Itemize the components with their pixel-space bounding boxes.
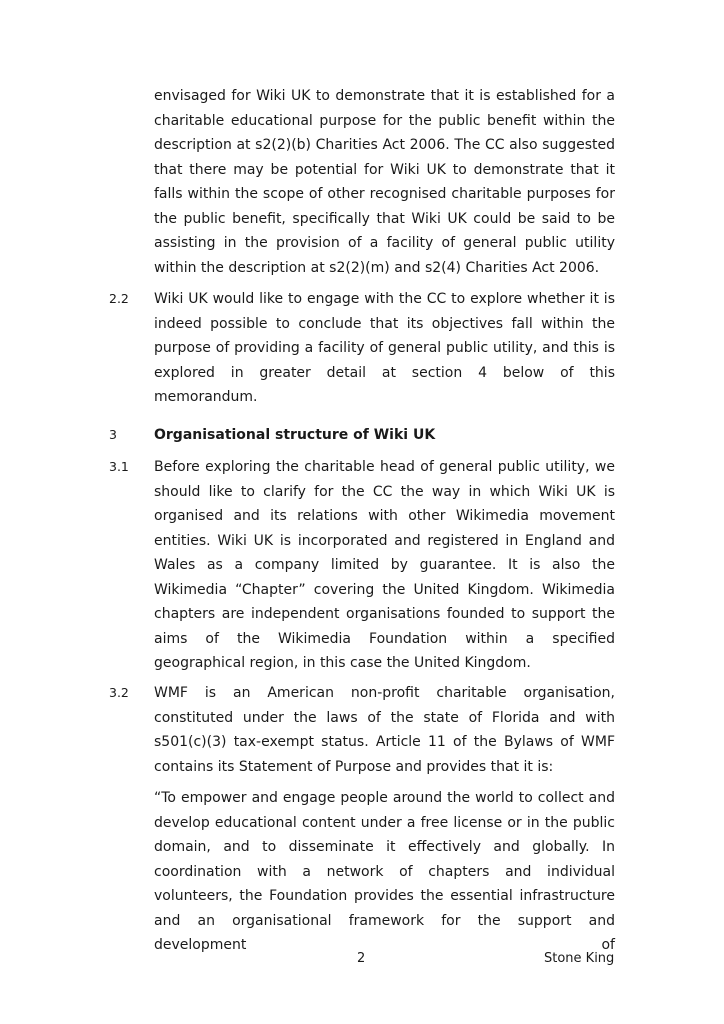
section-3-number: 3 <box>109 427 117 442</box>
section-3-2-number: 3.2 <box>109 685 129 700</box>
continuation-paragraph: envisaged for Wiki UK to demonstrate that it is established for a charitable educational purpose for the public benefit within the description at s2(2)(b) Charities Act 2006. The CC also suggested that there may be potential for Wiki UK to demonstrate that it falls within the scope of other recognised charitable purposes for the public benefit, specifically that Wiki UK could be said to be assisting in the provision of a facility of general public utility within the description at s2(2)(m) and s2(4) Charities Act 2006. <box>154 88 615 276</box>
wmf-purpose-quote: “To empower and engage people around the world to collect and develop educational content under a free license or in the public domain, and to disseminate it effectively and globally. In coordination with a network of chapters and individual volunteers, the Foundation provides the essential infrastructure and an organisational framework for the support and development of <box>154 790 615 953</box>
section-3-2-text: WMF is an American non-profit charitable organisation, constituted under the laws of the state of Florida and with s501(c)(3) tax-exempt status. Article 11 of the Bylaws of WMF contains its Statement of Purpose and provides that it is: <box>154 685 615 775</box>
footer-firm-name: Stone King <box>544 951 615 966</box>
section-2-2-number: 2.2 <box>109 291 129 306</box>
page-number: 2 <box>357 951 366 966</box>
section-2-2-text: Wiki UK would like to engage with the CC to explore whether it is indeed possible to conclude that its objectives fall within the purpose of providing a facility of general public utility, and this is explored in greater detail at section 4 below of this memorandum. <box>154 291 615 405</box>
section-3-heading: Organisational structure of Wiki UK <box>154 427 436 443</box>
section-3-1-text: Before exploring the charitable head of general public utility, we should like to clarify for the CC the way in which Wiki UK is organised and its relations with other Wikimedia movement entities. Wiki UK is incorporated and registered in England and Wales as a company limited by guarantee. It is also the Wikimedia “Chapter” covering the United Kingdom. Wikimedia chapters are independent organisations founded to support the aims of the Wikimedia Foundation within a specified geographical region, in this case the United Kingdom. <box>154 459 615 671</box>
section-3-1-number: 3.1 <box>109 459 129 474</box>
